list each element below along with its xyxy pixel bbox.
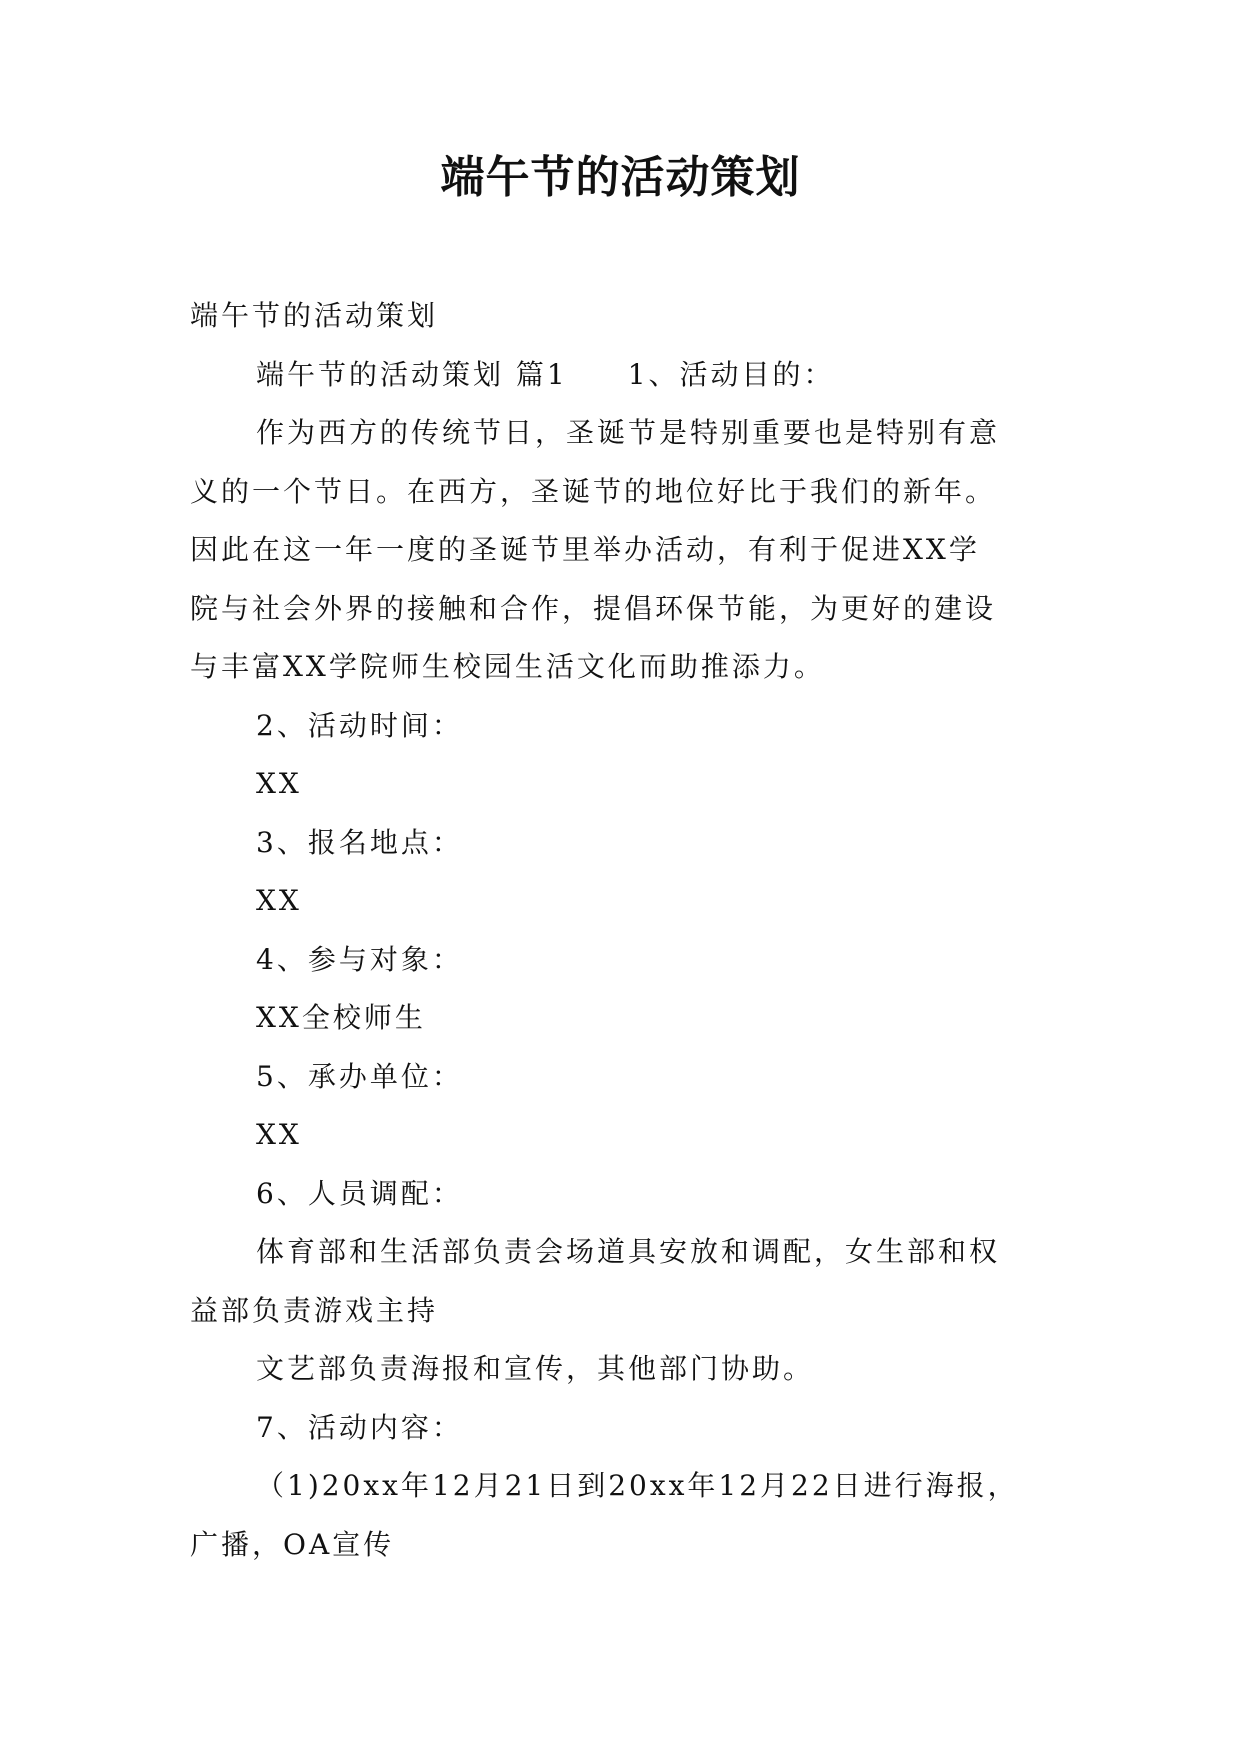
body-line: 院与社会外界的接触和合作，提倡环保节能，为更好的建设 xyxy=(190,591,997,625)
body-line: 4、参与对象： xyxy=(256,942,463,976)
body-line: 益部负责游戏主持 xyxy=(190,1293,439,1327)
body-line: 作为西方的传统节日，圣诞节是特别重要也是特别有意 xyxy=(256,416,1001,449)
body-line: 6、人员调配： xyxy=(256,1176,463,1210)
body-line: 7、活动内容： xyxy=(256,1410,463,1444)
body-line: 端午节的活动策划 xyxy=(190,299,439,332)
body-line: 2、活动时间： xyxy=(256,708,463,742)
section-heading: 端午节的活动策划 篇1 xyxy=(256,357,568,391)
body-line xyxy=(190,346,1070,405)
body-line: XX全校师生 xyxy=(256,1001,426,1034)
body-line: 3、报名地点： xyxy=(256,825,463,859)
body-line: XX xyxy=(256,1118,302,1151)
body-line: 义的一个节日。在西方，圣诞节的地位好比于我们的新年。 xyxy=(190,474,997,508)
section-heading: 1、活动目的： xyxy=(627,357,835,391)
body-line: 与丰富XX学院师生校园生活文化而助推添力。 xyxy=(190,650,825,683)
body-line: 文艺部负责海报和宣传，其他部门协助。 xyxy=(256,1352,815,1385)
body-line: （1)20xx年12月21日到20xx年12月22日进行海报， xyxy=(256,1469,1019,1502)
body-line: XX xyxy=(256,884,302,917)
body-line: 5、承办单位： xyxy=(256,1059,463,1093)
document-body xyxy=(190,287,1070,1574)
body-line: XX xyxy=(256,767,302,800)
body-line: 因此在这一年一度的圣诞节里举办活动，有利于促进XX学 xyxy=(190,533,980,566)
document-title: 端午节的活动策划 xyxy=(440,152,801,203)
body-line: 体育部和生活部负责会场道具安放和调配，女生部和权 xyxy=(256,1235,1001,1268)
body-line: 广播，OA宣传 xyxy=(190,1527,395,1561)
